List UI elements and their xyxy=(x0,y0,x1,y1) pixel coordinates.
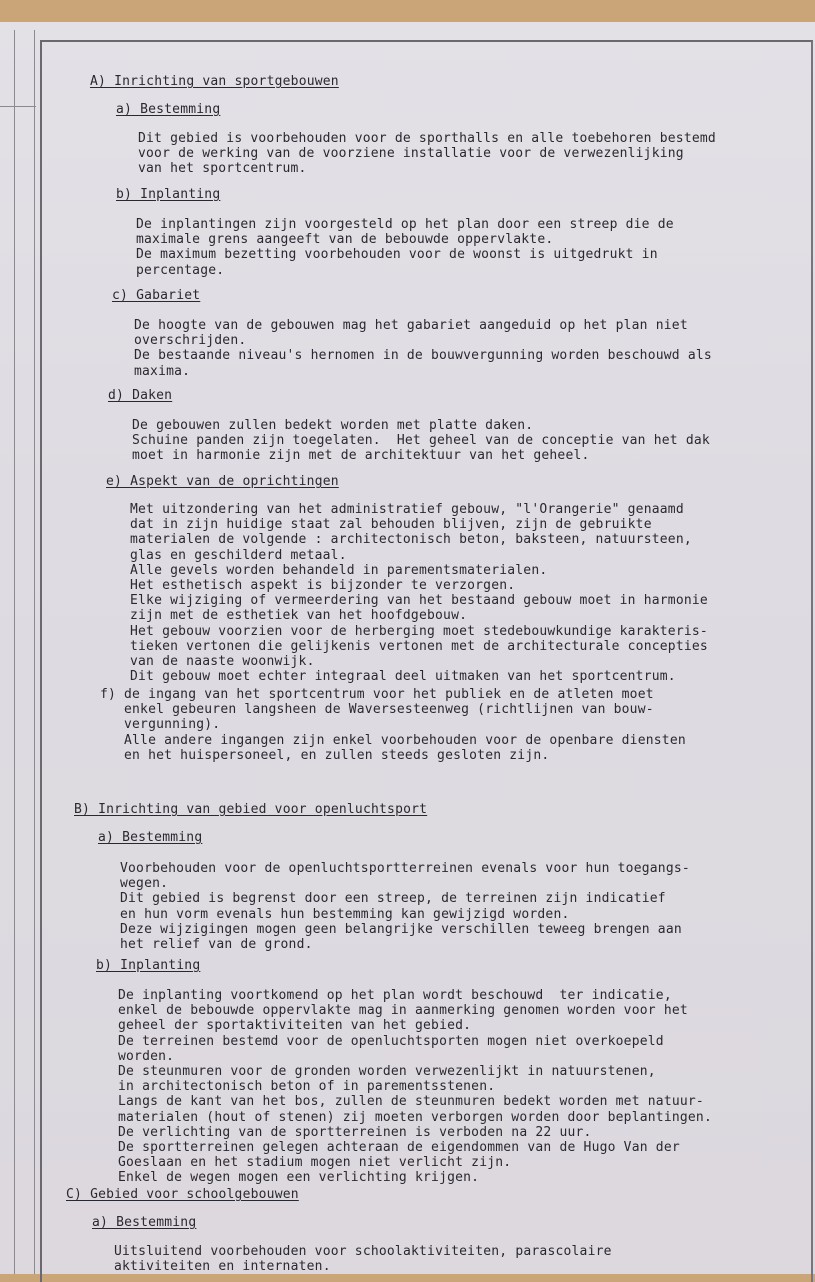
subsection-label-c-a: a) Bestemming xyxy=(92,1215,197,1230)
section-heading-c: C) Gebied voor schoolgebouwen xyxy=(66,1187,299,1202)
subsection-label-a-d: d) Daken xyxy=(108,388,173,403)
section-heading-b: B) Inrichting van gebied voor openluchtsport xyxy=(74,802,428,817)
subsection-label-b-b: b) Inplanting xyxy=(96,958,201,973)
section-heading-a: A) Inrichting van sportgebouwen xyxy=(90,74,339,89)
subsection-label-a-a: a) Bestemming xyxy=(116,102,221,117)
paragraph-a-e: Met uitzondering van het administratief gebouw, "l'Orangerie" genaamd dat in zijn huidige staat zal behouden blijven, zijn de gebruikte materialen de volgende : architectonisch beton, baksteen, natuursteen, glas en geschilderd metaal. Alle gevels worden behandeld in parementsmaterialen. Het esthetisch aspekt is bijzonder te verzorgen. Elke wijziging of vermeerdering van het bestaand gebouw moet in harmonie zijn met de esthetiek van het hoofdgebouw. Het gebouw voorzien voor de herberging moet stedebouwkundige karakteris- tieken vertonen die gelijkenis vertonen met de architecturale concepties van de naaste woonwijk. Dit gebouw moet echter integraal deel uitmaken van het sportcentrum. xyxy=(130,502,708,685)
subsection-label-b-a: a) Bestemming xyxy=(98,830,203,845)
paragraph-a-c: De hoogte van de gebouwen mag het gabariet aangeduid op het plan niet overschrijden. De bestaande niveau's hernomen in de bouwvergunning worden beschouwd als maxima. xyxy=(134,318,712,379)
paragraph-a-b: De inplantingen zijn voorgesteld op het plan door een streep die de maximale grens aangeeft van de bebouwde oppervlakte. De maximum bezetting voorbehouden voor de woonst is uitgedrukt in percentage. xyxy=(136,217,674,278)
paragraph-b-b: De inplanting voortkomend op het plan wordt beschouwd ter indicatie, enkel de bebouwde oppervlakte mag in aanmerking genomen worden voor het geheel der sportaktiviteiten van het gebied. De terreinen bestemd voor de openluchtsporten mogen niet overkoepeld worden. De steunmuren voor de gronden worden verwezenlijkt in natuurstenen, in architectonisch beton of in parementsstenen. Langs de kant van het bos, zullen de steunmuren bedekt worden met natuur- materialen (hout of stenen) zij moeten verborgen worden door beplantingen. De verlichting van de sportterreinen is verboden na 22 uur. De sportterreinen gelegen achteraan de eigendommen van de Hugo Van der Goeslaan en het stadium mogen niet verlicht zijn. Enkel de wegen mogen een verlichting krijgen. xyxy=(118,988,712,1186)
paragraph-a-f: de ingang van het sportcentrum voor het publiek en de atleten moet enkel gebeuren langsheen de Waversesteenweg (richtlijnen van bouw- vergunning). Alle andere ingangen zijn enkel voorbehouden voor de openbare diensten en het huispersoneel, en zullen steeds gesloten zijn. xyxy=(124,687,686,763)
paragraph-a-a: Dit gebied is voorbehouden voor de sporthalls en alle toebehoren bestemd voor de werking van de voorziene installatie voor de verwezenlijking van het sportcentrum. xyxy=(138,131,716,177)
subsection-label-a-e: e) Aspekt van de oprichtingen xyxy=(106,474,339,489)
subsection-label-a-f: f) xyxy=(100,687,117,702)
paragraph-b-a: Voorbehouden voor de openluchtsportterreinen evenals voor hun toegangs- wegen. Dit gebied is begrenst door een streep, de terreinen zijn indicatief en hun vorm evenals hun bestemming kan gewijzigd worden. Deze wijzigingen mogen geen belangrijke verschillen teweeg brengen aan het relief van de grond. xyxy=(120,861,690,953)
subsection-label-a-b: b) Inplanting xyxy=(116,187,221,202)
paragraph-c-a: Uitsluitend voorbehouden voor schoolaktiviteiten, parascolaire aktiviteiten en internaten. xyxy=(114,1244,612,1275)
paragraph-a-d: De gebouwen zullen bedekt worden met platte daken. Schuine panden zijn toegelaten. Het geheel van de conceptie van het dak moet in harmonie zijn met de architektuur van het geheel. xyxy=(132,418,710,464)
subsection-label-a-c: c) Gabariet xyxy=(112,288,201,303)
